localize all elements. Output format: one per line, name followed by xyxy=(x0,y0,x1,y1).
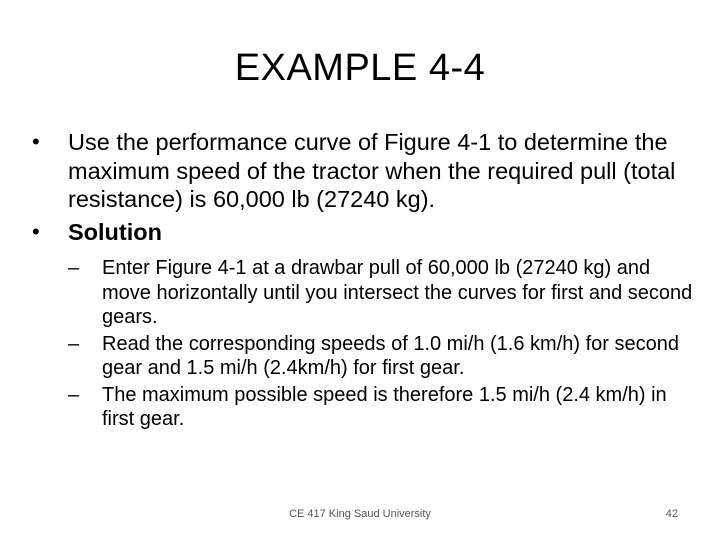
dash-marker: – xyxy=(68,257,80,279)
footer-course-label: CE 417 King Saud University xyxy=(289,508,431,520)
bullet-text: Use the performance curve of Figure 4-1 to determine the maximum speed of the tractor when the required pull (total resistance) is 60,000 lb (27240 kg). xyxy=(68,129,676,212)
bullet-marker: • xyxy=(32,218,40,244)
bullet-text-solution: Solution xyxy=(68,218,162,245)
slide-content xyxy=(28,128,698,434)
sub-bullet-item xyxy=(68,332,698,381)
solution-steps-list xyxy=(68,256,698,432)
slide-title: EXAMPLE 4-4 xyxy=(234,47,486,89)
dash-marker: – xyxy=(68,332,80,355)
bullet-item-solution xyxy=(28,218,698,247)
sub-bullet-text: Read the corresponding speeds of 1.0 mi/h (1.6 km/h) for second gear and 1.5 mi/h (2.4km/h) for first gear. xyxy=(102,332,679,379)
sub-bullet-text: The maximum possible speed is therefore 1.5 mi/h (2.4 km/h) in first gear. xyxy=(102,383,667,430)
sub-bullet-text: Enter Figure 4-1 at a drawbar pull of 60,000 lb (27240 kg) and move horizontally until you intersect the curves for first and second gears. xyxy=(102,257,693,328)
sub-bullet-item xyxy=(68,256,698,330)
bullet-marker: • xyxy=(32,129,40,154)
dash-marker: – xyxy=(68,383,80,406)
page-number: 42 xyxy=(665,508,678,520)
bullet-item-problem xyxy=(28,128,698,214)
sub-bullet-item xyxy=(68,383,698,432)
